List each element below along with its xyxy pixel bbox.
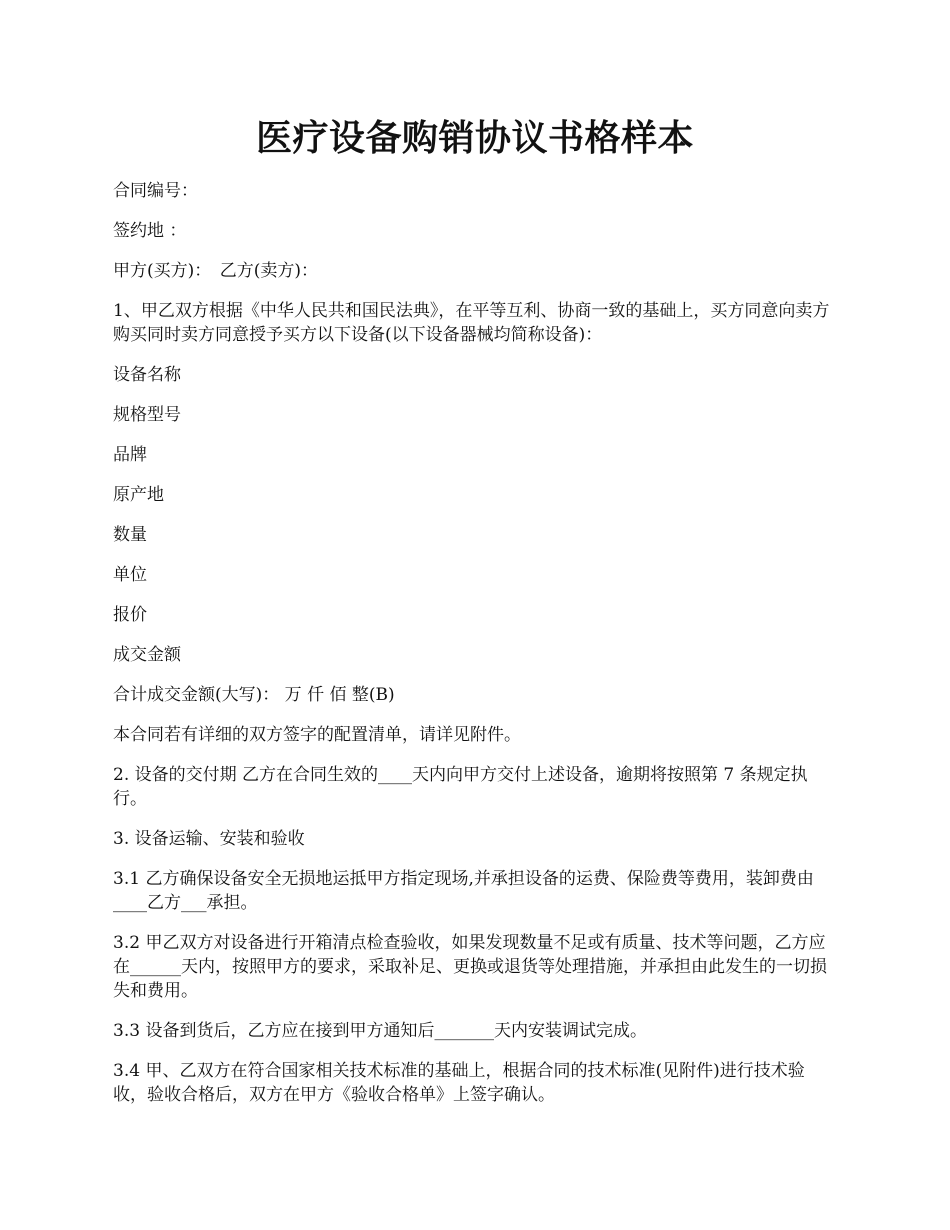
contract-number-line: 合同编号： [113,181,198,201]
document-body [113,179,838,1123]
attachment-note: 本合同若有详细的双方签字的配置清单，请详见附件。 [113,725,521,745]
clause-3-1: 3.1 乙方确保设备安全无损地运抵甲方指定现场,并承担设备的运费、保险费等费用，装卸费由____乙方___承担。 [113,869,814,913]
total-amount-line: 合计成交金额(大写)： 万 仟 佰 整(B) [113,685,395,705]
clause-2: 2. 设备的交付期 乙方在合同生效的____天内向甲方交付上述设备，逾期将按照第 7 条规定执行。 [113,765,808,809]
equipment-field-name: 设备名称 [113,365,181,385]
clause-3-4: 3.4 甲、乙双方在符合国家相关技术标准的基础上，根据合同的技术标准(见附件)进行技术验收，验收合格后，双方在甲方《验收合格单》上签字确认。 [113,1061,805,1105]
parties-line: 甲方(买方)： 乙方(卖方)： [113,261,319,281]
clause-1: 1、甲乙双方根据《中华人民共和国民法典》，在平等互利、协商一致的基础上，买方同意向卖方购买同时卖方同意授予买方以下设备(以下设备器械均简称设备)： [113,301,830,345]
equipment-field-model: 规格型号 [113,405,181,425]
equipment-field-brand: 品牌 [113,445,147,465]
equipment-field-origin: 原产地 [113,485,164,505]
equipment-field-quantity: 数量 [113,525,147,545]
signing-place-line: 签约地 ： [113,221,187,241]
document-title: 医疗设备购销协议书格样本 [255,117,694,159]
clause-3-3: 3.3 设备到货后，乙方应在接到甲方通知后_______天内安装调试完成。 [113,1021,647,1041]
equipment-field-unit: 单位 [113,565,147,585]
equipment-field-amount: 成交金额 [113,645,181,665]
equipment-field-quote: 报价 [113,605,147,625]
clause-3-heading: 3. 设备运输、安装和验收 [113,829,305,849]
clause-3-2: 3.2 甲乙双方对设备进行开箱清点检查验收，如果发现数量不足或有质量、技术等问题，乙方应在______天内，按照甲方的要求，采取补足、更换或退货等处理措施，并承担由此发生的一切损失和费用。 [113,933,827,1001]
